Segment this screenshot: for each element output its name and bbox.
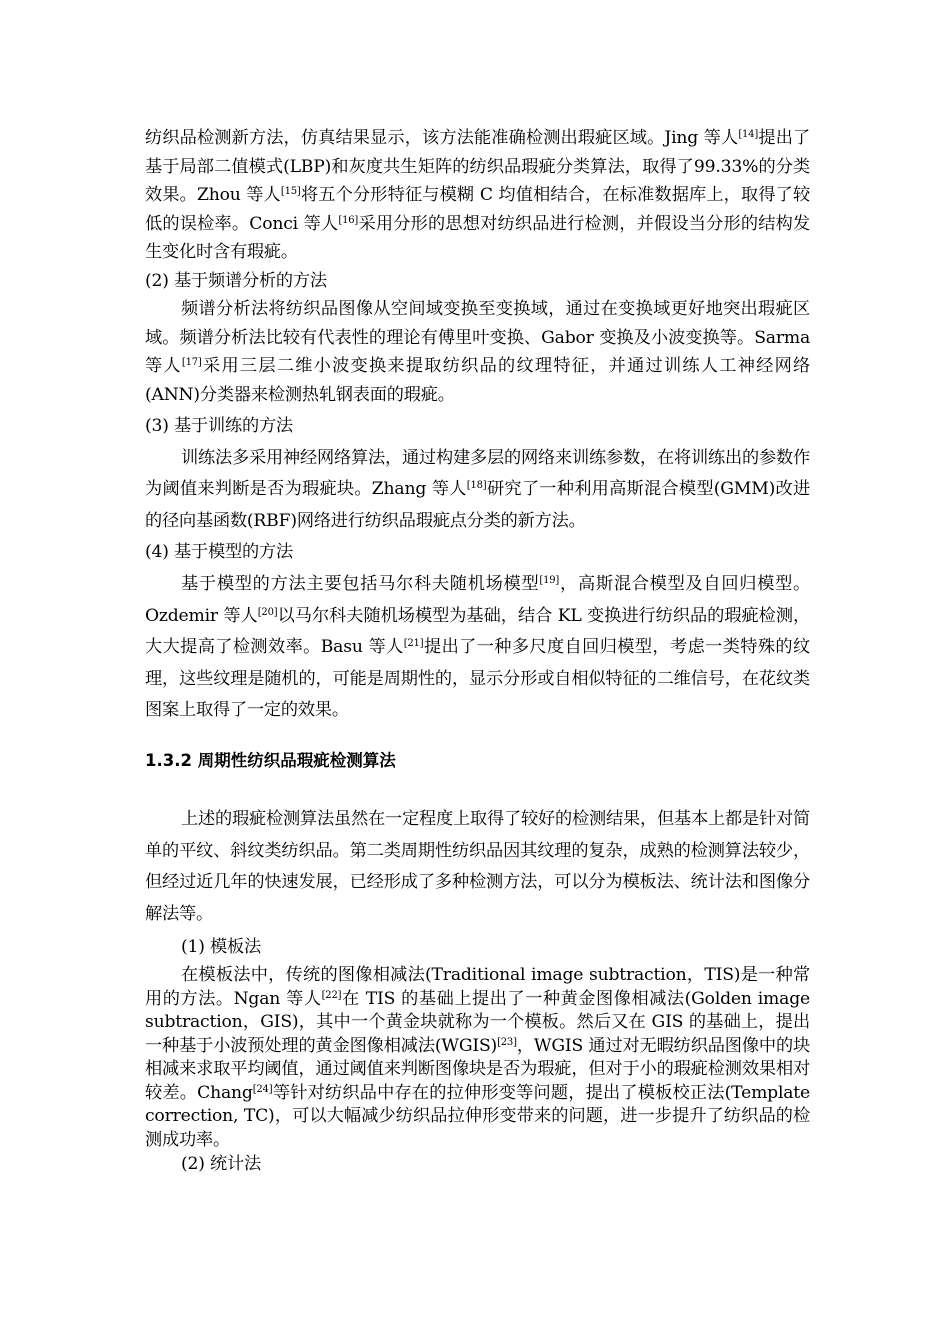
section-heading: 1.3.2 周期性纺织品瑕疵检测算法 (145, 750, 396, 770)
citation: [16] (338, 214, 359, 226)
list-item-training: (3) 基于训练的方法 (145, 416, 293, 436)
text: 频谱分析法将纺织品图像从空间域变换至变换域，通过在变换域更好地突出瑕疵区域。频谱分析法比较有代表性的理论有傅里叶变换、Gabor 变换及小波变换等。Sarma 等人 (145, 299, 810, 376)
citation: [24] (252, 1083, 273, 1095)
citation: [22] (321, 989, 342, 1001)
page-body (145, 124, 810, 1176)
citation: [20] (257, 606, 278, 618)
list-item-spectral: (2) 基于频谱分析的方法 (145, 270, 327, 291)
text: 在模板法中，传统的图像相减法(Traditional image subtraction，TIS)是一种常用的方法。Ngan 等人 (145, 964, 810, 1009)
paragraph-template (145, 964, 810, 1153)
citation: [17] (181, 357, 202, 368)
citation: [21] (403, 638, 424, 650)
text: 以马尔科夫随机场模型为基础，结合 KL 变换进行纺织品的瑕疵检测，大大提高了检测效率。Basu 等人 (145, 605, 811, 658)
text: 训练法多采用神经网络算法，通过构建多层的网络来训练参数，在将训练出的参数作为阈值来判断是否为瑕疵块。Zhang 等人 (145, 447, 810, 500)
list-item-statistical: (2) 统计法 (181, 1153, 261, 1174)
text: 采用分形的思想对纺织品进行检测，并假设当分形的结构发生变化时含有瑕疵。 (145, 213, 810, 262)
text: 采用三层二维小波变换来提取纺织品的纹理特征，并通过训练人工神经网络(ANN)分类器来检测热轧钢表面的瑕疵。 (145, 356, 810, 405)
list-item-model: (4) 基于模型的方法 (145, 542, 293, 563)
paragraph-feature-methods (145, 124, 810, 267)
list-item-template: (1) 模板法 (181, 937, 261, 958)
text: 将五个分形特征与模糊 C 均值相结合，在标准数据库上，取得了较低的误检率。Conci 等人 (145, 185, 810, 234)
text: 提出了一种多尺度自回归模型，考虑一类特殊的纹理，这些纹理是随机的，可能是周期性的，显示分形或自相似特征的二维信号，在花纹类图案上取得了一定的效果。 (145, 637, 810, 721)
paragraph-periodic-intro: 上述的瑕疵检测算法虽然在一定程度上取得了较好的检测结果，但基本上都是针对简单的平纹、斜纹类纺织品。第二类周期性纺织品因其纹理的复杂，成熟的检测算法较少，但经过近几年的快速发展，已经形成了多种检测方法，可以分为模板法、统计法和图像分解法等。 (145, 808, 810, 924)
text: 提出了基于局部二值模式(LBP)和灰度共生矩阵的纺织品瑕疵分类算法，取得了99.33%的分类效果。Zhou 等人 (145, 128, 810, 205)
paragraph-spectral (145, 295, 810, 409)
text: 纺织品检测新方法，仿真结果显示，该方法能准确检测出瑕疵区域。Jing 等人 (145, 128, 739, 148)
text: 在 TIS 的基础上提出了一种黄金图像相减法(Golden image subtraction，GIS)，其中一个黄金块就称为一个模板。然后又在 GIS 的基础上，提出一种基于小波预处理的黄金图像相减法(WGIS) (145, 988, 810, 1056)
citation: [15] (280, 186, 301, 197)
citation: [23] (497, 1036, 517, 1048)
paragraph-training (145, 443, 810, 538)
citation: [14] (738, 129, 759, 140)
text: 等针对纺织品中存在的拉伸形变等问题，提出了模板校正法(Template correction, TC)，可以大幅减少纺织品拉伸形变带来的问题，进一步提升了纺织品的检测成功率。 (145, 1082, 810, 1151)
citation: [18] (466, 480, 487, 492)
text: 研究了一种利用高斯混合模型(GMM)改进的径向基函数(RBF)网络进行纺织品瑕疵点分类的新方法。 (145, 479, 810, 531)
text: ，WGIS 通过对无暇纺织品图像中的块相减来求取平均阈值，通过阈值来判断图像块是否为瑕疵，但对于小的瑕疵检测效果相对较差。Chang (145, 1035, 811, 1103)
paragraph-model (145, 569, 810, 727)
citation: [19] (539, 574, 560, 586)
text: 基于模型的方法主要包括马尔科夫随机场模型 (181, 573, 540, 594)
text: ，高斯混合模型及自回归模型。Ozdemir 等人 (145, 573, 810, 626)
